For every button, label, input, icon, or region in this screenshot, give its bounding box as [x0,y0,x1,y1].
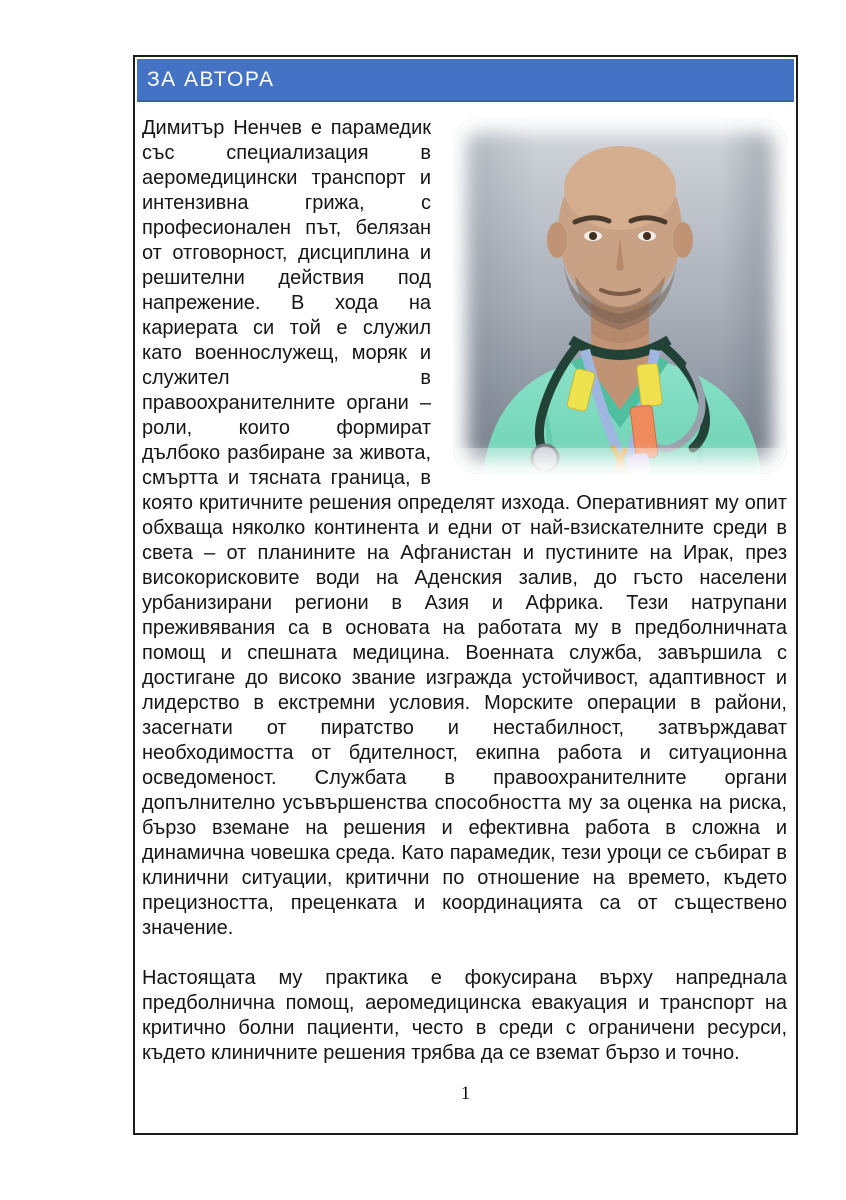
page-number: 1 [460,1083,471,1104]
author-portrait-illustration [453,118,787,474]
body-content [135,102,796,1066]
section-header-bar [137,59,794,102]
author-photo [453,118,787,474]
about-author-paragraph-1: Димитър Ненчев е парамедик със специализация в аеромедицински транспорт и интензивна грижа, с професионален път, белязан от отговорност, дисциплина и решителни действия под напрежение. В хода на кариерата си той е служил като военнослужещ, моряк и служител в правоохранителните органи – роли, които формират дълбоко разбиране за живота, смъртта и тясната граница, в която критичните решения определят изхода. Оперативният му опит обхваща няколко континента и едни от най-взискателните среди в света – от планините на Афганистан и пустините на Ирак, през високорисковите води на Аденския залив, до гъсто населени урбанизирани региони в Азия и Африка. Тези натрупани преживявания са в основата на работата му в предболничната помощ и спешната медицина. Военната служба, завършила с достигане до високо звание изгражда устойчивост, адаптивност и лидерство в екстремни условия. Морските операции в райони, засегнати от пиратство и нестабилност, затвърждават необходимостта от бдителност, екипна работа и ситуационна осведоменост. Службата в правоохранителните органи допълнително усъвършенства способността му за оценка на риска, бързо вземане на решения и ефективна работа в сложна и динамична човешка среда. Като парамедик, тези уроци се събират в клинични ситуации, критични по отношение на времето, където прецизността, преценката и координацията са от съществено значение. [142,117,787,939]
section-title: ЗА АВТОРА [147,67,275,91]
about-author-paragraph-2: Настоящата му практика е фокусирана върху напреднала предболнична помощ, аеромедицинска евакуация и транспорт на критично болни пациенти, често в среди с ограничени ресурси, където клиничните решения трябва да се вземат бързо и точно. [142,967,787,1064]
document-page [133,55,798,1135]
